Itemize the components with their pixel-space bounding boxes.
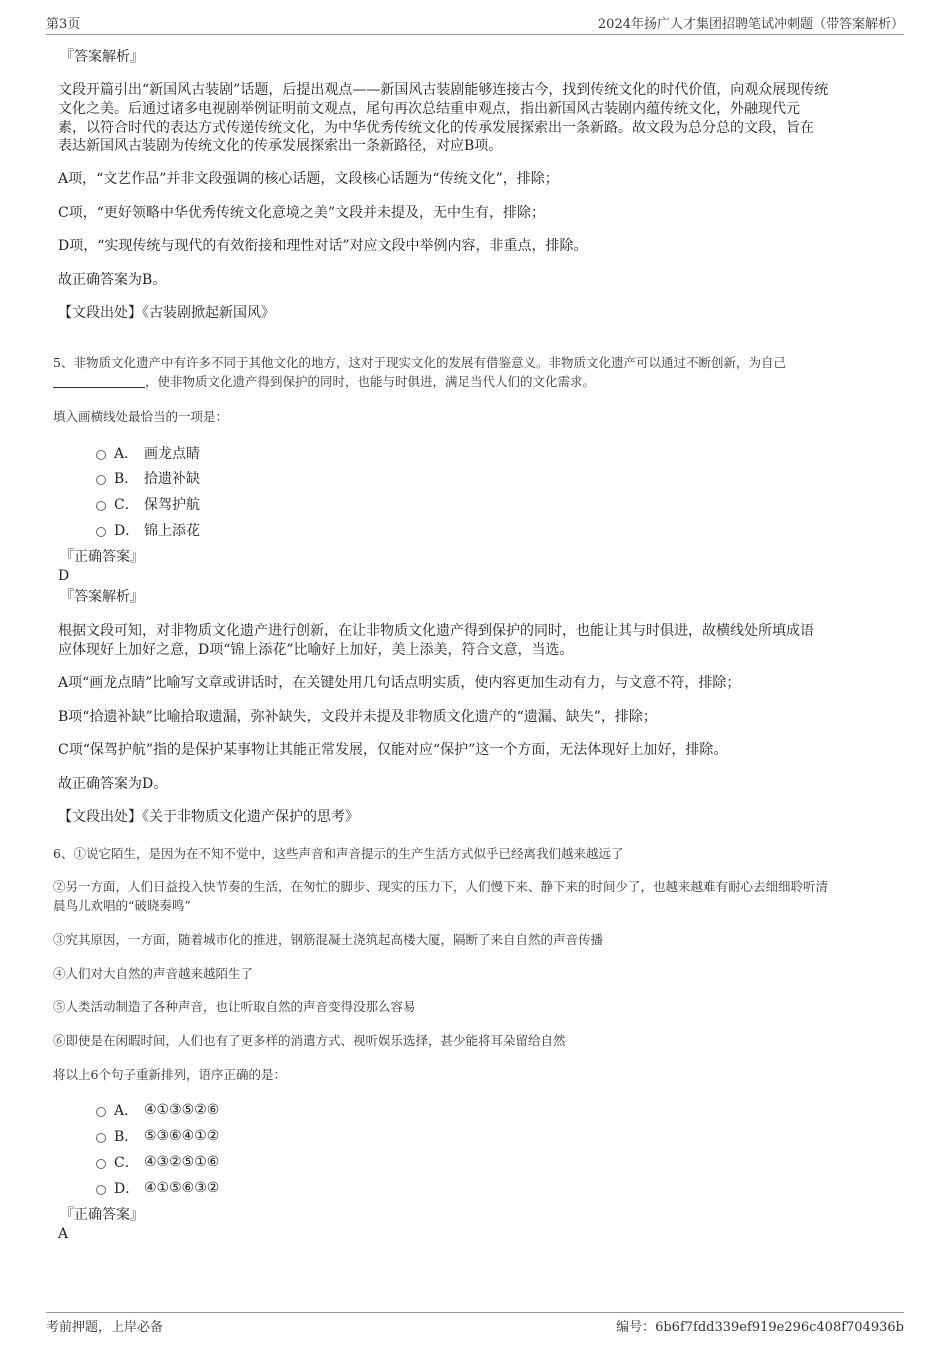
radio-icon[interactable] bbox=[96, 1133, 106, 1143]
q4-analysis-line-1: 文段开篇引出“新国风古装剧”话题，后提出观点——新国风古装剧能够连接古今，找到传统文化的时代价值，向观众展现传统 bbox=[58, 82, 829, 98]
q4-analysis-line-2: 文化之美。后通过诸多电视剧举例证明前文观点，尾句再次总结重申观点，指出新国风古装剧内蕴传统文化，外融现代元 bbox=[58, 101, 800, 117]
page-footer bbox=[46, 1312, 904, 1335]
fill-blank bbox=[53, 375, 145, 388]
q6-sentence-6: ⑥即使是在闲暇时间，人们也有了更多样的消遣方式、视听娱乐选择，甚少能将耳朵留给自然 bbox=[53, 1033, 566, 1048]
footer-slogan: 考前押题，上岸必备 bbox=[46, 1320, 164, 1335]
q5-answer: D bbox=[58, 568, 70, 584]
radio-icon[interactable] bbox=[96, 501, 106, 511]
q6-option-b[interactable]: B． ⑤③⑥④①② bbox=[96, 1126, 219, 1146]
q4-option-a-analysis: A项，“文艺作品”并非文段强调的核心话题，文段核心话题为“传统文化”，排除； bbox=[58, 171, 559, 187]
radio-icon[interactable] bbox=[96, 527, 106, 537]
q5-analysis-line-2: 应体现好上加好之意，D项“锦上添花”比喻好上加好，美上添美，符合文意，当选。 bbox=[58, 642, 574, 658]
q5-conclusion: 故正确答案为D。 bbox=[58, 776, 168, 792]
q6-answer: A bbox=[58, 1226, 69, 1242]
q6-sentence-2-line-2: 晨鸟儿欢唱的“破晓奏鸣” bbox=[53, 898, 191, 913]
q5-analysis-line-1: 根据文段可知，对非物质文化遗产进行创新，在让非物质文化遗产得到保护的同时，也能让其与时俱进，故横线处所填成语 bbox=[58, 623, 814, 639]
q6-answer-label: 『正确答案』 bbox=[60, 1207, 144, 1223]
page-header bbox=[46, 13, 904, 35]
q5-option-c-analysis: C项“保驾护航”指的是保护某事物让其能正常发展，仅能对应“保护”这一个方面，无法体现好上加好，排除。 bbox=[58, 742, 728, 758]
document-title: 2024年扬广人才集团招聘笔试冲刺题（带答案解析） bbox=[597, 17, 904, 32]
q4-option-d-analysis: D项，“实现传统与现代的有效衔接和理性对话”对应文段中举例内容，非重点，排除。 bbox=[58, 238, 588, 254]
q6-option-d[interactable]: D． ④①⑤⑥③② bbox=[96, 1178, 219, 1198]
radio-icon[interactable] bbox=[96, 475, 106, 485]
q5-stem-line-1: 5、非物质文化遗产中有许多不同于其他文化的地方，这对于现实文化的发展有借鉴意义。非物质文化遗产可以通过不断创新，为自己 bbox=[53, 355, 786, 370]
radio-icon[interactable] bbox=[96, 1107, 106, 1117]
q6-sentence-3: ③究其原因，一方面，随着城市化的推进，钢筋混凝土浇筑起高楼大厦，隔断了来自自然的声音传播 bbox=[53, 932, 604, 947]
q4-source: 【文段出处】《古装剧掀起新国风》 bbox=[58, 305, 275, 321]
q4-analysis-line-3: 素，以符合时代的表达方式传递传统文化，为中华优秀传统文化的传承发展探索出一条新路。故文段为总分总的文段，旨在 bbox=[58, 120, 814, 136]
q5-option-c[interactable]: C． 保驾护航 bbox=[96, 494, 200, 514]
q4-option-c-analysis: C项，“更好领略中华优秀传统文化意境之美”文段并未提及，无中生有，排除； bbox=[58, 205, 546, 221]
q5-prompt: 填入画横线处最恰当的一项是： bbox=[53, 409, 229, 424]
q5-stem-line-2 bbox=[53, 372, 595, 391]
radio-icon[interactable] bbox=[96, 1159, 106, 1169]
q5-source: 【文段出处】《关于非物质文化遗产保护的思考》 bbox=[58, 809, 359, 825]
q4-analysis-label: 『答案解析』 bbox=[60, 49, 144, 65]
q5-stem-line-2-text: ，使非物质文化遗产得到保护的同时，也能与时俱进，满足当代人们的文化需求。 bbox=[145, 374, 596, 389]
page-number: 第3页 bbox=[46, 17, 81, 32]
q6-option-c[interactable]: C． ④③②⑤①⑥ bbox=[96, 1152, 219, 1172]
radio-icon[interactable] bbox=[96, 1185, 106, 1195]
q6-sentence-2-line-1: ②另一方面，人们日益投入快节奏的生活，在匆忙的脚步、现实的压力下，人们慢下来、静下来的时间少了，也越来越难有耐心去细细聆听清 bbox=[53, 879, 829, 894]
q5-answer-label: 『正确答案』 bbox=[60, 549, 144, 565]
q4-conclusion: 故正确答案为B。 bbox=[58, 272, 167, 288]
q6-sentence-5: ⑤人类活动制造了各种声音，也让听取自然的声音变得没那么容易 bbox=[53, 999, 416, 1014]
q6-prompt: 将以上6个句子重新排列，语序正确的是： bbox=[53, 1067, 286, 1082]
radio-icon[interactable] bbox=[96, 450, 106, 460]
q6-option-a[interactable]: A． ④①③⑤②⑥ bbox=[96, 1100, 219, 1120]
q6-sentence-1: 6、①说它陌生，是因为在不知不觉中，这些声音和声音提示的生产生活方式似乎已经离我们越来越远了 bbox=[53, 846, 624, 861]
q5-option-a[interactable]: A． 画龙点睛 bbox=[96, 443, 200, 463]
q5-option-d[interactable]: D． 锦上添花 bbox=[96, 520, 200, 540]
q6-sentence-4: ④人们对大自然的声音越来越陌生了 bbox=[53, 966, 254, 981]
q5-option-a-analysis: A项“画龙点睛”比喻写文章或讲话时，在关键处用几句话点明实质，使内容更加生动有力，与文意不符，排除； bbox=[58, 675, 741, 691]
q5-option-b[interactable]: B． 拾遗补缺 bbox=[96, 468, 200, 488]
document-id: 编号：6b6f7fdd339ef919e296c408f704936b bbox=[616, 1320, 904, 1335]
q5-analysis-label: 『答案解析』 bbox=[60, 589, 144, 605]
q5-option-b-analysis: B项“拾遗补缺”比喻拾取遗漏，弥补缺失，文段并未提及非物质文化遗产的“遗漏、缺失”，排除； bbox=[58, 709, 657, 725]
q4-analysis-line-4: 表达新国风古装剧为传统文化的传承发展探索出一条新路径，对应B项。 bbox=[58, 138, 503, 154]
